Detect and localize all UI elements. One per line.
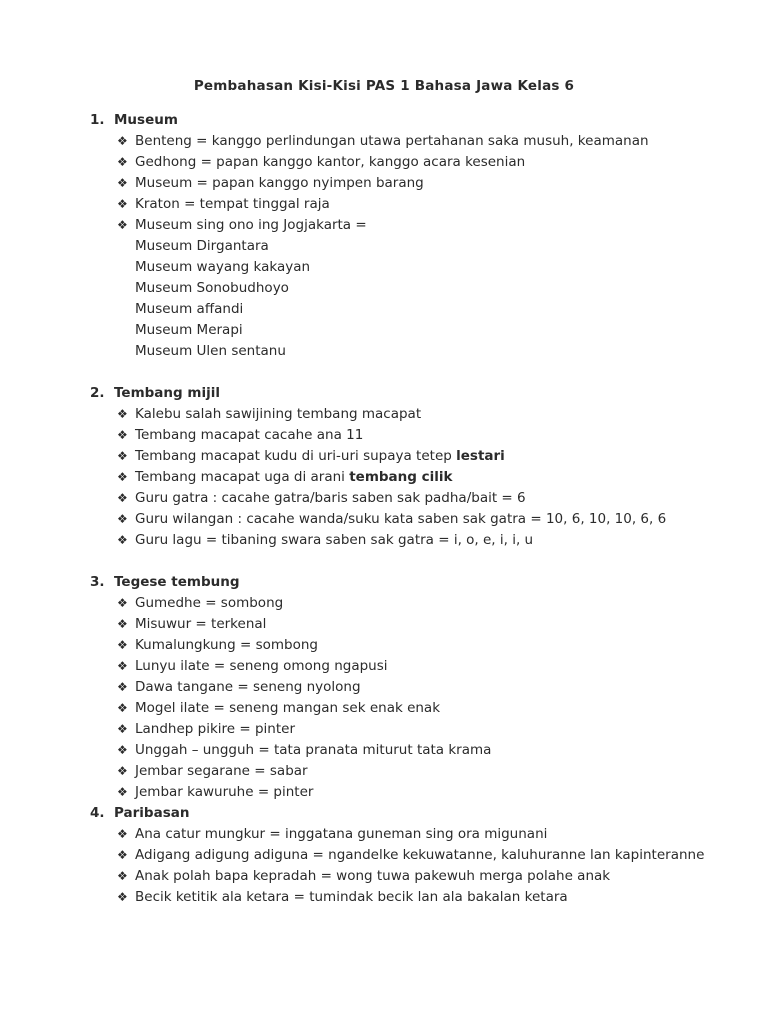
section-number: 2.: [90, 385, 105, 401]
sub-list-item: Museum Dirgantara: [135, 238, 269, 254]
document-body: [90, 110, 730, 908]
diamond-bullet-icon: ❖: [117, 827, 128, 841]
list-item: ❖ Gedhong = papan kanggo kantor, kanggo acara kesenian: [117, 152, 730, 173]
section-title: Paribasan: [114, 805, 190, 821]
section-museum: [90, 110, 730, 362]
list-item: ❖ Tembang macapat cacahe ana 11: [117, 425, 730, 446]
diamond-bullet-icon: ❖: [117, 470, 128, 484]
bold-term: tembang cilik: [349, 469, 453, 485]
diamond-bullet-icon: ❖: [117, 596, 128, 610]
item-list: [90, 404, 730, 551]
list-item: ❖ Gumedhe = sombong: [117, 593, 730, 614]
list-item: ❖ Anak polah bapa kepradah = wong tuwa pakewuh merga polahe anak: [117, 866, 730, 887]
diamond-bullet-icon: ❖: [117, 743, 128, 757]
page-title: Pembahasan Kisi-Kisi PAS 1 Bahasa Jawa Kelas 6: [193, 78, 575, 94]
section-heading: [90, 572, 730, 593]
list-item: ❖ Misuwur = terkenal: [117, 614, 730, 635]
diamond-bullet-icon: ❖: [117, 449, 128, 463]
sub-list-item: Museum wayang kakayan: [135, 259, 311, 275]
list-item: ❖ Benteng = kanggo perlindungan utawa pertahanan saka musuh, keamanan: [117, 131, 730, 152]
diamond-bullet-icon: ❖: [117, 617, 128, 631]
list-item: ❖ Becik ketitik ala ketara = tumindak becik lan ala bakalan ketara: [117, 887, 730, 908]
diamond-bullet-icon: ❖: [117, 680, 128, 694]
section-heading: [90, 110, 730, 131]
list-item: ❖ Guru wilangan : cacahe wanda/suku kata saben sak gatra = 10, 6, 10, 10, 6, 6: [117, 509, 730, 530]
bold-term: lestari: [456, 448, 505, 464]
diamond-bullet-icon: ❖: [117, 722, 128, 736]
item-list: [90, 593, 730, 803]
list-item: ❖ Kalebu salah sawijining tembang macapat: [117, 404, 730, 425]
section-spacer: [90, 551, 730, 572]
list-item: ❖ Ana catur mungkur = inggatana guneman sing ora migunani: [117, 824, 730, 845]
diamond-bullet-icon: ❖: [117, 533, 128, 547]
section-title: Tegese tembung: [114, 574, 240, 590]
diamond-bullet-icon: ❖: [117, 407, 128, 421]
list-item: ❖ Museum sing ono ing Jogjakarta =: [117, 215, 730, 236]
section-number: 3.: [90, 574, 105, 590]
section-number: 1.: [90, 112, 105, 128]
diamond-bullet-icon: ❖: [117, 890, 128, 904]
list-item: ❖ Jembar kawuruhe = pinter: [117, 782, 730, 803]
diamond-bullet-icon: ❖: [117, 785, 128, 799]
diamond-bullet-icon: ❖: [117, 134, 128, 148]
list-item: ❖ Tembang macapat uga di arani tembang cilik: [117, 467, 730, 488]
list-item: ❖ Lunyu ilate = seneng omong ngapusi: [117, 656, 730, 677]
list-item: ❖ Dawa tangane = seneng nyolong: [117, 677, 730, 698]
list-item: ❖ Mogel ilate = seneng mangan sek enak enak: [117, 698, 730, 719]
list-item: ❖ Museum = papan kanggo nyimpen barang: [117, 173, 730, 194]
list-item: ❖ Unggah – ungguh = tata pranata miturut tata krama: [117, 740, 730, 761]
section-title: Museum: [114, 112, 178, 128]
diamond-bullet-icon: ❖: [117, 848, 128, 862]
item-list: [90, 131, 730, 362]
diamond-bullet-icon: ❖: [117, 869, 128, 883]
list-item: ❖ Adigang adigung adiguna = ngandelke kekuwatanne, kaluhuranne lan kapinteranne: [117, 845, 730, 866]
diamond-bullet-icon: ❖: [117, 491, 128, 505]
section-heading: [90, 383, 730, 404]
diamond-bullet-icon: ❖: [117, 428, 128, 442]
diamond-bullet-icon: ❖: [117, 638, 128, 652]
sub-list-item: Museum Ulen sentanu: [135, 343, 286, 359]
section-tegese-tembung: [90, 572, 730, 803]
sub-list-item: Museum Merapi: [135, 322, 243, 338]
list-item: ❖ Landhep pikire = pinter: [117, 719, 730, 740]
section-paribasan: [90, 803, 730, 908]
list-item: ❖ Kraton = tempat tinggal raja: [117, 194, 730, 215]
diamond-bullet-icon: ❖: [117, 701, 128, 715]
section-number: 4.: [90, 805, 105, 821]
section-heading: [90, 803, 730, 824]
sub-list-item: Museum Sonobudhoyo: [135, 280, 289, 296]
list-item: ❖ Guru gatra : cacahe gatra/baris saben sak padha/bait = 6: [117, 488, 730, 509]
diamond-bullet-icon: ❖: [117, 659, 128, 673]
item-list: [90, 824, 730, 908]
list-item: ❖ Guru lagu = tibaning swara saben sak gatra = i, o, e, i, i, u: [117, 530, 730, 551]
list-item: ❖ Jembar segarane = sabar: [117, 761, 730, 782]
diamond-bullet-icon: ❖: [117, 197, 128, 211]
sub-list-item: Museum affandi: [135, 301, 244, 317]
diamond-bullet-icon: ❖: [117, 512, 128, 526]
list-item: ❖ Kumalungkung = sombong: [117, 635, 730, 656]
diamond-bullet-icon: ❖: [117, 176, 128, 190]
diamond-bullet-icon: ❖: [117, 155, 128, 169]
diamond-bullet-icon: ❖: [117, 218, 128, 232]
diamond-bullet-icon: ❖: [117, 764, 128, 778]
list-item: ❖ Tembang macapat kudu di uri-uri supaya tetep lestari: [117, 446, 730, 467]
section-title: Tembang mijil: [114, 385, 220, 401]
section-tembang-mijil: [90, 383, 730, 551]
section-spacer: [90, 362, 730, 383]
